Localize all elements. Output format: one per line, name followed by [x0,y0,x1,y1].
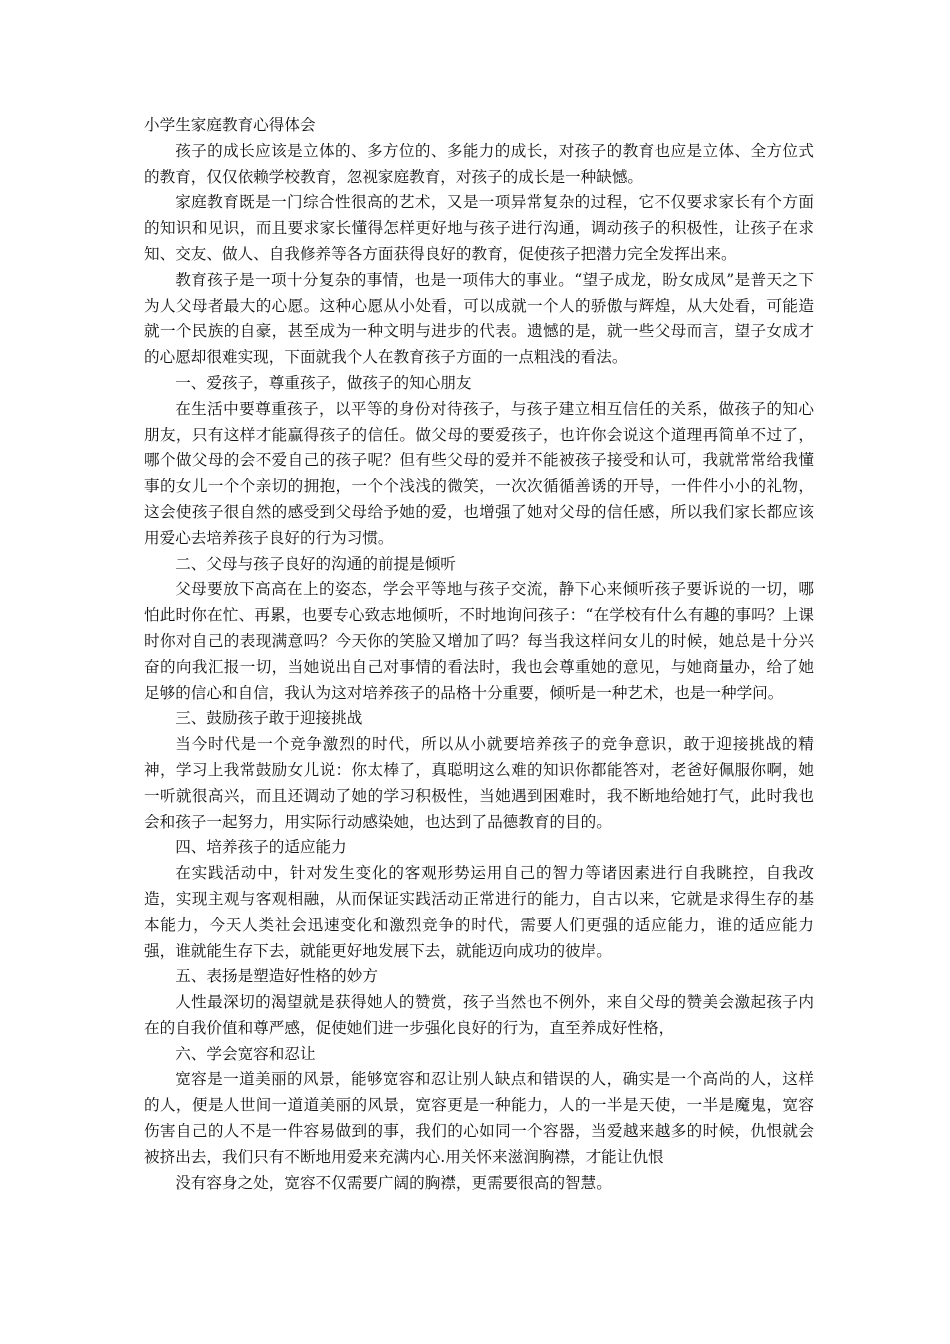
document-page [144,113,814,1196]
section-heading: 五、表扬是塑造好性格的妙方 [175,967,378,986]
paragraph: 没有容身之处，宽容不仅需要广阔的胸襟，更需要很高的智慧。 [175,1173,612,1192]
paragraph: 宽容是一道美丽的风景，能够宽容和忍让别人缺点和错误的人，确实是一个高尚的人，这样的人，便是人世间一道道美丽的风景，宽容更是一种能力，人的一半是天使，一半是魔鬼，宽容伤害自己的人不是一件容易做到的事，我们的心如同一个容器，当爱越来越多的时候，仇恨就会被挤出去，我们只有不断地用爱来充满内心.用关怀来滋润胸襟，才能让仇恨 [144,1070,814,1166]
paragraph: 家庭教育既是一门综合性很高的艺术，又是一项异常复杂的过程，它不仅要求家长有个方面的知识和见识，而且要求家长懂得怎样更好地与孩子进行沟通，调动孩子的积极性，让孩子在求知、交友、做人、自我修养等各方面获得良好的教育，促使孩子把潜力完全发挥出来。 [144,193,814,263]
document-title: 小学生家庭教育心得体会 [144,116,316,134]
paragraph: 教育孩子是一项十分复杂的事情，也是一项伟大的事业。“望子成龙，盼女成凤”是普天之下为人父母者最大的心愿。这种心愿从小处看，可以成就一个人的骄傲与辉煌，从大处看，可能造就一个民族的自豪，甚至成为一种文明与进步的代表。遗憾的是，就一些父母而言，望子女成才的心愿却很难实现，下面就我个人在教育孩子方面的一点粗浅的看法。 [144,270,814,367]
paragraph: 父母要放下高高在上的姿态，学会平等地与孩子交流，静下心来倾听孩子要诉说的一切，哪怕此时你在忙、再累，也要专心致志地倾听，不时地询问孩子：“在学校有什么有趣的事吗？上课时你对自己的表现满意吗？今天你的笑脸又增加了吗？每当我这样问女儿的时候，她总是十分兴奋的向我汇报一切，当她说出自己对事情的看法时，我也会尊重她的意见，与她商量办，给了她足够的信心和自信，我认为这对培养孩子的品格十分重要，倾听是一种艺术，也是一种学问。 [144,580,814,702]
section-heading: 三、鼓励孩子敢于迎接挑战 [175,709,363,728]
paragraph: 人性最深切的渴望就是获得她人的赞赏，孩子当然也不例外，来自父母的赞美会激起孩子内在的自我价值和尊严感，促使她们进一步强化良好的行为，直至养成好性格， [144,993,814,1037]
paragraph: 当今时代是一个竞争激烈的时代，所以从小就要培养孩子的竞争意识，敢于迎接挑战的精神，学习上我常鼓励女儿说：你太棒了，真聪明这么难的知识你都能答对，老爸好佩服你啊，她一听就很高兴，而且还调动了她的学习积极性，当她遇到困难时，我不断地给她打气，此时我也会和孩子一起努力，用实际行动感染她，也达到了品德教育的目的。 [144,735,814,831]
paragraph: 孩子的成长应该是立体的、多方位的、多能力的成长，对孩子的教育也应是立体、全方位式的教育，仅仅依赖学校教育，忽视家庭教育，对孩子的成长是一种缺憾。 [144,141,814,186]
paragraph: 在实践活动中，针对发生变化的客观形势运用自己的智力等诸因素进行自我眺控，自我改造，实现主观与客观相融，从而保证实践活动正常进行的能力，自古以来，它就是求得生存的基本能力，今天人类社会迅速变化和激烈竞争的时代，需要人们更强的适应能力，谁的适应能力强，谁就能生存下去，就能更好地发展下去，就能迈向成功的彼岸。 [144,864,814,960]
section-heading: 一、爱孩子，尊重孩子，做孩子的知心朋友 [175,373,472,392]
section-heading: 六、学会宽容和忍让 [175,1044,316,1063]
section-heading: 二、父母与孩子良好的沟通的前提是倾听 [175,554,456,573]
section-heading: 四、培养孩子的适应能力 [175,838,347,857]
document-body [144,139,814,1197]
paragraph: 在生活中要尊重孩子，以平等的身份对待孩子，与孩子建立相互信任的关系，做孩子的知心朋友，只有这样才能赢得孩子的信任。做父母的要爱孩子，也许你会说这个道理再简单不过了，哪个做父母的会不爱自己的孩子呢？但有些父母的爱并不能被孩子接受和认可，我就常常给我懂事的女儿一个个亲切的拥抱，一个个浅浅的微笑，一次次循循善诱的开导，一件件小小的礼物，这会使孩子很自然的感受到父母给予她的爱，也增强了她对父母的信任感，所以我们家长都应该用爱心去培养孩子良好的行为习惯。 [144,399,814,547]
